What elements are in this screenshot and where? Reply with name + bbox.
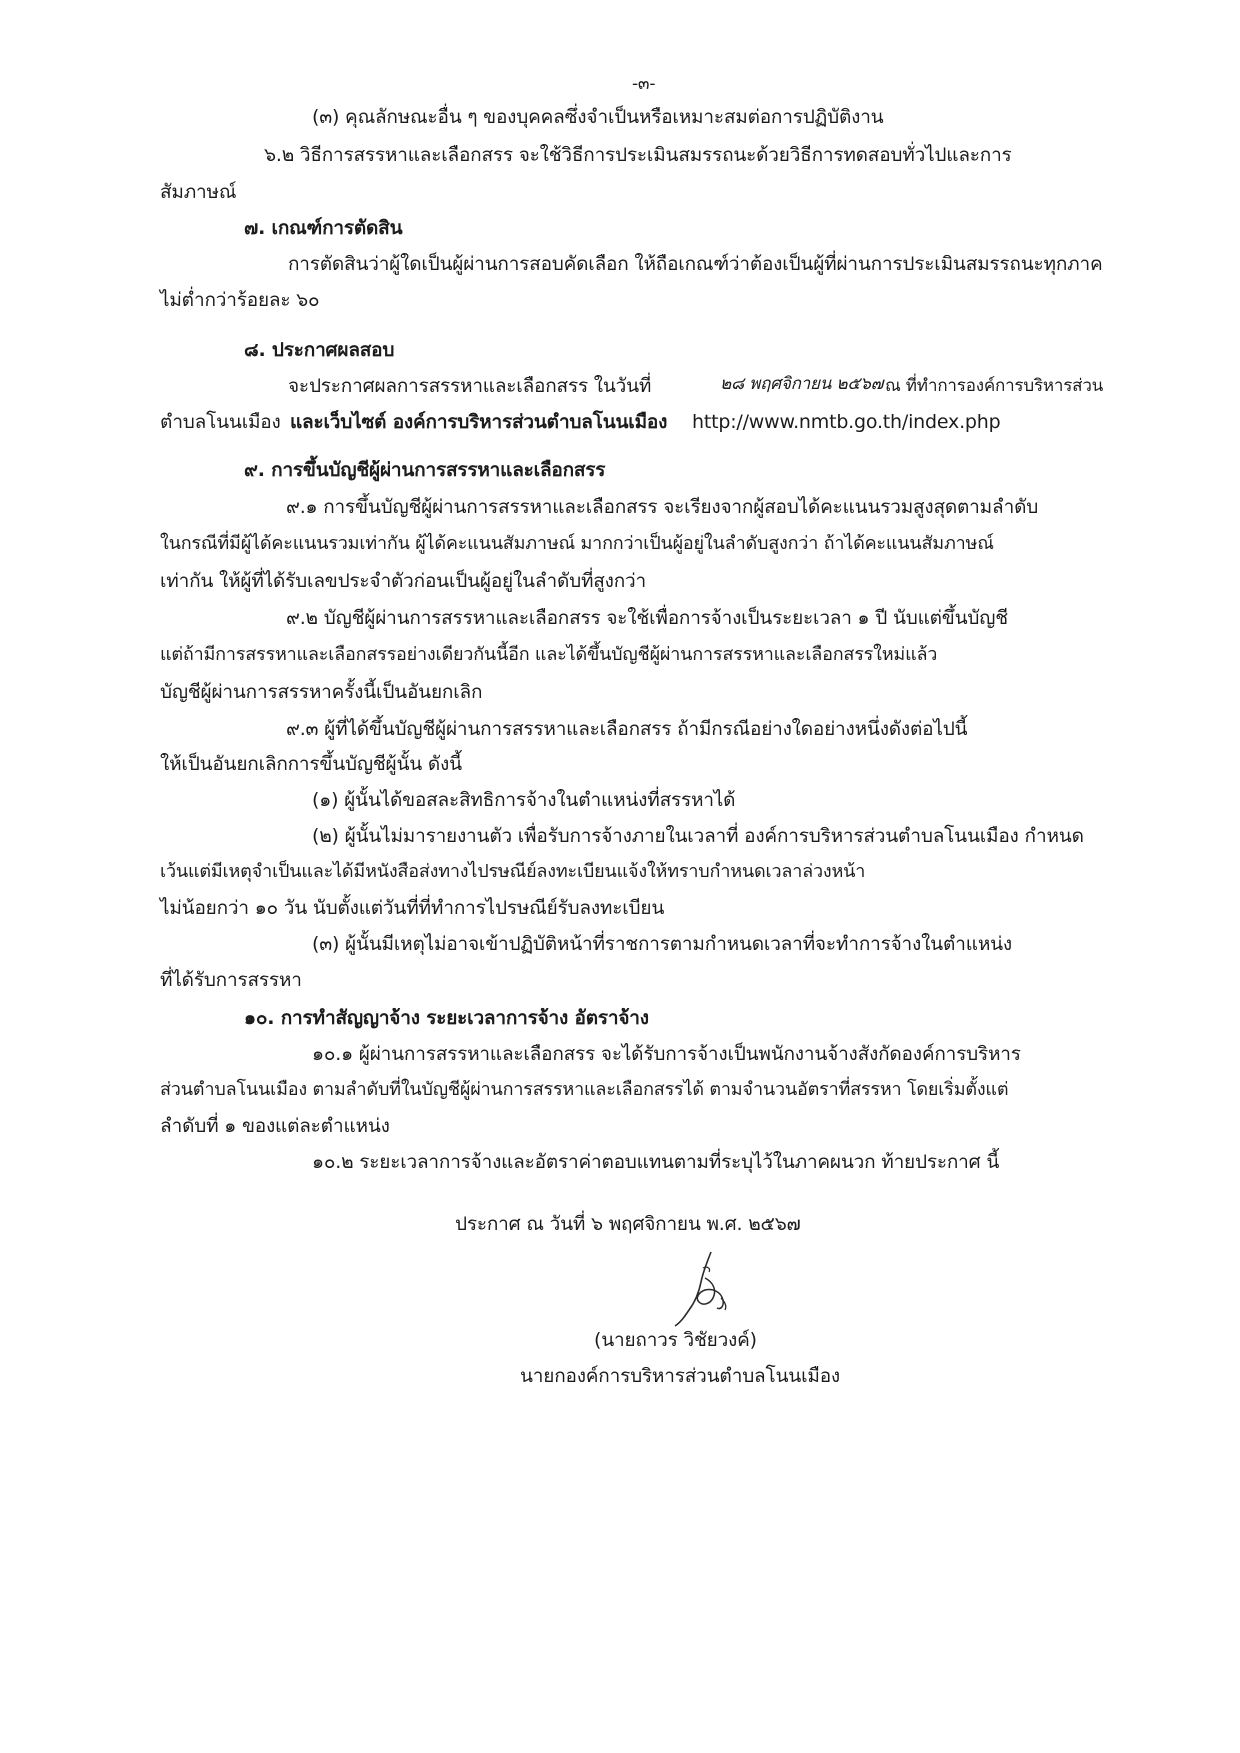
line-7-b: ไม่ต่ำกว่าร้อยละ ๖๐	[160, 289, 320, 311]
line-10-2: ๑๐.๒ ระยะเวลาการจ้างและอัตราค่าตอบแทนตามที่ระบุไว้ในภาคผนวก ท้ายประกาศ นี้	[312, 1151, 1000, 1173]
line-10-1-a: ๑๐.๑ ผู้ผ่านการสรรหาและเลือกสรร จะได้รับการจ้างเป็นพนักงานจ้างสังกัดองค์การบริหาร	[312, 1043, 1021, 1065]
page-number: -๓-	[632, 74, 656, 94]
line-10-1-b: ส่วนตำบลโนนเมือง ตามลำดับที่ในบัญชีผู้ผ่านการสรรหาและเลือกสรรได้ ตามจำนวนอัตราที่สรรหา โดยเริ่มตั้งแต่	[160, 1079, 1009, 1100]
signature-image	[655, 1248, 755, 1328]
line-9-1-b: ในกรณีที่มีผู้ได้คะแนนรวมเท่ากัน ผู้ได้คะแนนสัมภาษณ์ มากกว่าเป็นผู้อยู่ในลำดับสูงกว่า ถ้าได้คะแนนสัมภาษณ์	[160, 533, 994, 554]
line-9-2-b: แต่ถ้ามีการสรรหาและเลือกสรรอย่างเดียวกันนี้อีก และได้ขึ้นบัญชีผู้ผ่านการสรรหาและเลือกสรรใหม่แล้ว	[160, 644, 938, 665]
signer-title: นายกองค์การบริหารส่วนตำบลโนนเมือง	[520, 1365, 840, 1387]
line-8-a-pre: จะประกาศผลการสรรหาและเลือกสรร ในวันที่	[288, 375, 652, 397]
line-7-a: การตัดสินว่าผู้ใดเป็นผู้ผ่านการสอบคัดเลือก ให้ถือเกณฑ์ว่าต้องเป็นผู้ที่ผ่านการประเมินสมรรถนะทุกภาค	[288, 253, 1103, 275]
line-9-3-b: ให้เป็นอันยกเลิกการขึ้นบัญชีผู้นั้น ดังนี้	[160, 753, 462, 775]
line-10-1-c: ลำดับที่ ๑ ของแต่ละตำแหน่ง	[160, 1115, 390, 1137]
line-9-3-item-3-b: ที่ได้รับการสรรหา	[160, 969, 302, 991]
line-8-a-post: ณ ที่ทำการองค์การบริหารส่วน	[885, 376, 1104, 396]
line-8-b-website: และเว็บไซต์ องค์การบริหารส่วนตำบลโนนเมือง	[290, 411, 668, 433]
heading-10: ๑๐. การทำสัญญาจ้าง ระยะเวลาการจ้าง อัตราจ้าง	[244, 1007, 649, 1029]
line-9-3-a: ๙.๓ ผู้ที่ได้ขึ้นบัญชีผู้ผ่านการสรรหาและเลือกสรร ถ้ามีกรณีอย่างใดอย่างหนึ่งดังต่อไปนี้	[286, 718, 968, 740]
line-9-1-c: เท่ากัน ให้ผู้ที่ได้รับเลขประจำตัวก่อนเป็นผู้อยู่ในลำดับที่สูงกว่า	[160, 570, 646, 592]
line-6-2: ๖.๒ วิธีการสรรหาและเลือกสรร จะใช้วิธีการประเมินสมรรถนะด้วยวิธีการทดสอบทั่วไปและการ	[264, 144, 1012, 166]
announcement-date: ประกาศ ณ วันที่ ๖ พฤศจิกายน พ.ศ. ๒๕๖๗	[455, 1213, 801, 1235]
line-6-1-3: (๓) คุณลักษณะอื่น ๆ ของบุคคลซึ่งจำเป็นหรือเหมาะสมต่อการปฏิบัติงาน	[312, 106, 884, 128]
heading-7: ๗. เกณฑ์การตัดสิน	[244, 217, 403, 239]
line-9-3-item-2-b: เว้นแต่มีเหตุจำเป็นและได้มีหนังสือส่งทางไปรษณีย์ลงทะเบียนแจ้งให้ทราบกำหนดเวลาล่วงหน้า	[160, 861, 866, 882]
line-9-1-a: ๙.๑ การขึ้นบัญชีผู้ผ่านการสรรหาและเลือกสรร จะเรียงจากผู้สอบได้คะแนนรวมสูงสุดตามลำดับ	[286, 496, 1039, 518]
line-9-3-item-3-a: (๓) ผู้นั้นมีเหตุไม่อาจเข้าปฏิบัติหน้าที่ราชการตามกำหนดเวลาที่จะทำการจ้างในตำแหน่ง	[312, 933, 1013, 955]
line-9-2-a: ๙.๒ บัญชีผู้ผ่านการสรรหาและเลือกสรร จะใช้เพื่อการจ้างเป็นระยะเวลา ๑ ปี นับแต่ขึ้นบัญชี	[286, 607, 1008, 629]
heading-9: ๙. การขึ้นบัญชีผู้ผ่านการสรรหาและเลือกสรร	[244, 459, 606, 481]
line-8-a-handwritten-date: ๒๘ พฤศจิกายน ๒๕๖๗	[720, 374, 884, 394]
line-9-2-c: บัญชีผู้ผ่านการสรรหาครั้งนี้เป็นอันยกเลิก	[160, 681, 483, 703]
line-9-3-item-1: (๑) ผู้นั้นได้ขอสละสิทธิการจ้างในตำแหน่งที่สรรหาได้	[312, 789, 736, 811]
line-8-b-tambon: ตำบลโนนเมือง	[160, 411, 281, 433]
signer-name: (นายถาวร วิชัยวงค์)	[594, 1329, 757, 1351]
line-9-3-item-2-c: ไม่น้อยกว่า ๑๐ วัน นับตั้งแต่วันที่ที่ทำการไปรษณีย์รับลงทะเบียน	[160, 897, 665, 919]
heading-8: ๘. ประกาศผลสอบ	[244, 339, 395, 361]
line-6-2-cont: สัมภาษณ์	[160, 181, 237, 203]
website-url: http://www.nmtb.go.th/index.php	[692, 411, 1001, 433]
line-9-3-item-2-a: (๒) ผู้นั้นไม่มารายงานตัว เพื่อรับการจ้างภายในเวลาที่ องค์การบริหารส่วนตำบลโนนเมือง กำหนด	[312, 825, 1084, 847]
